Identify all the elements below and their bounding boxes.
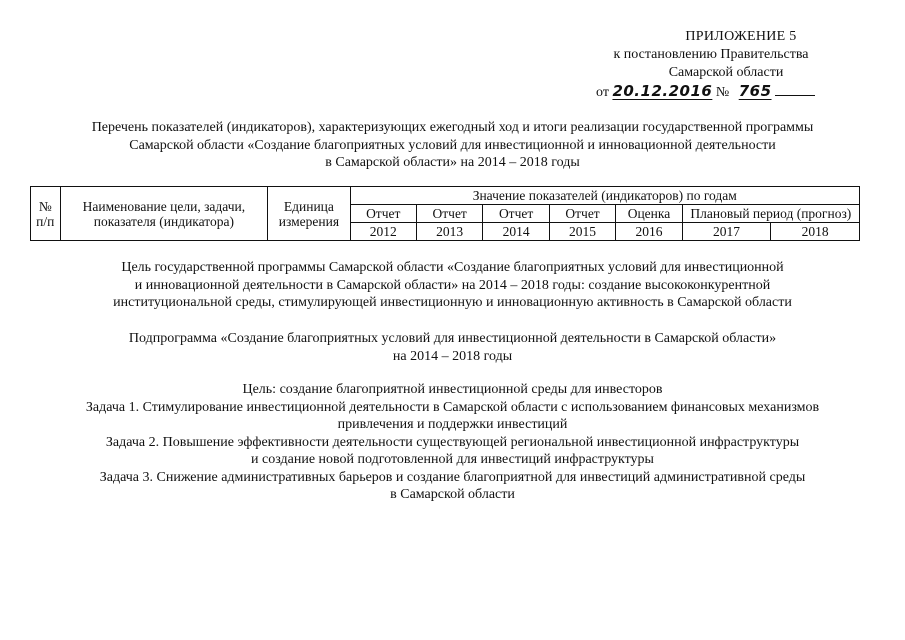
number-prefix: № [715,85,730,100]
subprogram-title [0,330,905,365]
year-cell: 2013 [416,223,482,241]
appendix-title: ПРИЛОЖЕНИЕ 5 [685,29,797,44]
goal-line: институциональной среды, стимулирующей инвестиционную и инновационную активность в Самарской области [113,295,792,310]
estimate-label-2016: Оценка [616,205,682,223]
task-line: Задача 2. Повышение эффективности деятельности существующей региональной инвестиционной инфраструктуры [105,434,800,450]
col-unit-header: Единица измерения [268,187,350,241]
year-cell: 2012 [350,223,416,241]
program-goal [0,259,905,312]
task-line: в Самарской области [390,487,515,502]
registration-line [596,82,826,102]
heading-line: Самарской области «Создание благоприятных условий для инвестиционной и инновационной деятельности [129,137,776,153]
heading-line: в Самарской области» на 2014 – 2018 годы [325,155,580,170]
goal-line: Цель государственной программы Самарской области «Создание благоприятных условий для инвестиционной [121,260,784,275]
goal-line: и инновационной деятельности в Самарской области» на 2014 – 2018 годы: создание высококонкурентной [134,277,771,293]
number-underline [775,83,815,96]
year-cell: 2016 [616,223,682,241]
col-values-header: Значение показателей (индикаторов) по годам [350,187,859,205]
col-name-header: Наименование цели, задачи, показателя (индикатора) [60,187,268,241]
task-line: Задача 3. Снижение административных барьеров и создание благоприятной для инвестиций административной среды [99,469,806,485]
handwritten-number: 765 [738,82,772,100]
date-prefix: от [596,85,609,100]
col-number-header: № п/п [31,187,61,241]
handwritten-date: 20.12.2016 [612,82,713,100]
table-header-row [31,187,860,205]
document-heading [0,119,905,172]
plan-period-label: Плановый период (прогноз) [682,205,859,223]
resolution-line: к постановлению Правительства [613,47,809,62]
subprogram-line: на 2014 – 2018 годы [392,348,513,364]
task-line: привлечения и поддержки инвестиций [337,417,568,432]
year-cell: 2014 [483,223,549,241]
subprogram-line: Подпрограмма «Создание благоприятных условий для инвестиционной деятельности в Самарской области» [128,331,777,346]
task-line: и создание новой подготовленной для инвестиций инфраструктуры [251,452,654,467]
subprogram-tasks [0,381,905,504]
subprogram-goal-line: Цель: создание благоприятной инвестиционной среды для инвесторов [242,382,663,397]
report-label-2012: Отчет [350,205,416,223]
approval-stamp [596,28,826,102]
task-line: Задача 1. Стимулирование инвестиционной деятельности в Самарской области с использованием финансовых механизмов [85,399,820,415]
report-label-2014: Отчет [483,205,549,223]
year-cell: 2017 [682,223,771,241]
report-label-2013: Отчет [416,205,482,223]
report-label-2015: Отчет [549,205,615,223]
year-cell: 2015 [549,223,615,241]
year-cell: 2018 [771,223,860,241]
indicators-table [30,186,860,241]
heading-line: Перечень показателей (индикаторов), характеризующих ежегодный ход и итоги реализации государственной программы [91,120,814,135]
region-line: Самарской области [668,65,784,80]
